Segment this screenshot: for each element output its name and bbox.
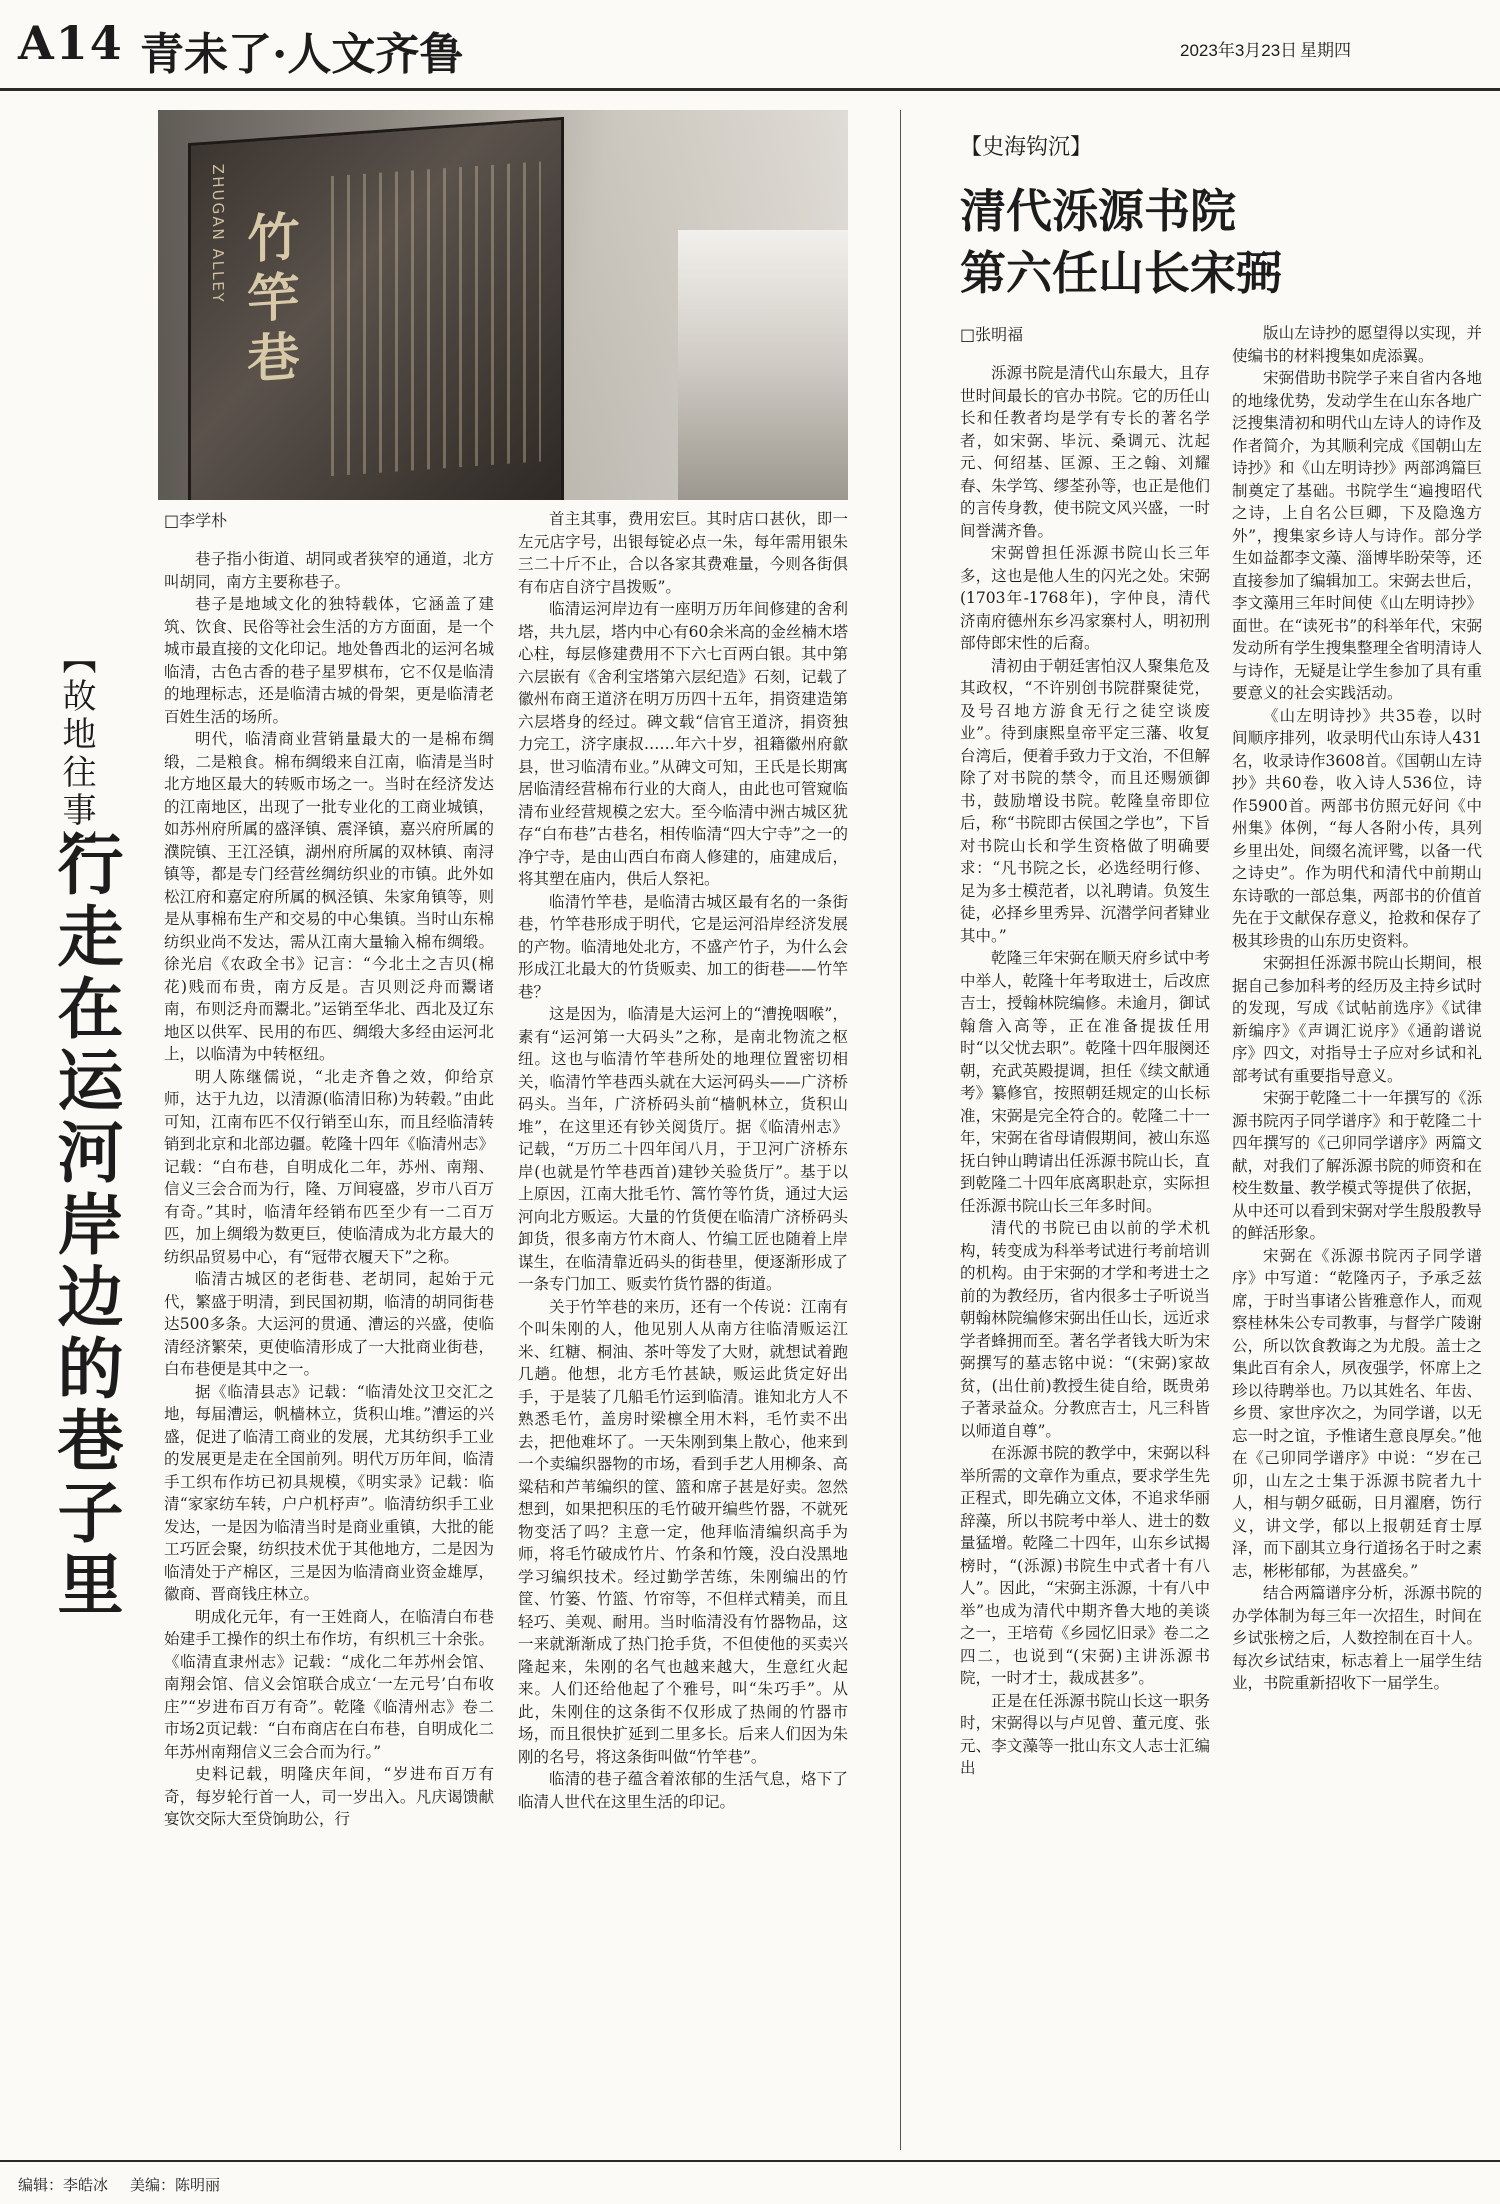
paragraph: 临清古城区的老街巷、老胡同，起始于元代，繁盛于明清，到民国初期，临清的胡同街巷达500多条。大运河的贯通、漕运的兴盛，使临清经济繁荣，更使临清形成了一大批商业街巷，白布巷便是其中之一。 xyxy=(164,1270,494,1378)
paragraph: 泺源书院是清代山东最大，且存世时间最长的官办书院。它的历任山长和任教者均是学有专长的著名学者，如宋弼、毕沅、桑调元、沈起元、何绍基、匡源、王之翰、刘耀春、朱学笃、缪荃孙等，也正是他们的言传身教，使书院文风兴盛，一时间誉满齐鲁。 xyxy=(960,364,1210,540)
paragraph: 宋弼于乾隆二十一年撰写的《泺源书院丙子同学谱序》和于乾隆二十四年撰写的《己卯同学谱序》两篇文献，对我们了解泺源书院的师资和在校生数量、教学模式等提供了依据，从中还可以看到宋弼对学生殷殷教导的鲜活形象。 xyxy=(1232,1089,1482,1242)
paragraph: 这是因为，临清是大运河上的“漕挽咽喉”，素有“运河第一大码头”之称，是南北物流之枢纽。这也与临清竹竿巷所处的地理位置密切相关，临清竹竿巷西头就在大运河码头——广济桥码头。当年，广济桥码头前“樯帆林立，货积山堆”，在这里还有钞关阅货厅。据《临清州志》记载，“万历二十四年闰八月，于卫河广济桥东岸(也就是竹竿巷西首)建钞关验货厅”。基于以上原因，江南大批毛竹、篙竹等竹货，通过大运河向北方贩运。大量的竹货便在临清广济桥码头卸货，很多南方竹木商人、竹编工匠也随着上岸谋生，在临清靠近码头的街巷里，便逐渐形成了一条专门加工、贩卖竹货竹器的街道。 xyxy=(518,1005,848,1293)
paragraph: 宋弼借助书院学子来自省内各地的地缘优势，发动学生在山东各地广泛搜集清初和明代山左诗人的诗作及作者简介，为其顺利完成《国朝山左诗抄》和《山左明诗抄》两部鸿篇巨制奠定了基础。书院学生“遍搜昭代之诗，上自名公巨卿，下及隐逸方外”，搜集家乡诗人与诗作。部分学生如益都李文藻、淄博毕盼荣等，还直接参加了编辑加工。宋弼去世后，李文藻用三年时间使《山左明诗抄》面世。在“读死书”的科举年代，宋弼发动所有学生搜集整理全省明清诗人与诗作，无疑是让学生参加了具有重要意义的社会实践活动。 xyxy=(1232,369,1482,702)
column-divider xyxy=(900,110,901,2150)
right-article-col1 xyxy=(960,362,1210,2148)
plaque-text-lines xyxy=(331,161,541,476)
right-article-col2 xyxy=(1232,322,1482,2148)
right-headline xyxy=(960,180,1282,304)
left-byline: □李学朴 xyxy=(164,511,228,530)
section-title: 青未了·人文齐鲁 xyxy=(140,29,464,80)
editor-credit: 编辑：李皓冰 xyxy=(18,2177,109,2194)
right-column-kicker: 【史海钩沉】 xyxy=(960,135,1093,160)
paragraph: 清初由于朝廷害怕汉人聚集危及其政权，“不许别创书院群聚徒党，及号召地方游食无行之徒空谈废业”。待到康熙皇帝平定三藩、收复台湾后，便着手致力于文治，不但解除了对书院的禁令，而且还赐颁御书，鼓励增设书院。乾隆皇帝即位后，称“书院即古侯国之学也”，下旨对书院山长和学生资格做了明确要求：“凡书院之长，必选经明行修、足为多士模范者，以礼聘请。负笈生徒，必择乡里秀异、沉潜学问者肄业其中。” xyxy=(960,656,1210,945)
paragraph: 宋弼在《泺源书院丙子同学谱序》中写道：“乾隆丙子，予承乏兹席，于时当事诸公皆雅意作人，而观察桂林朱公专司教事，与督学广陵谢公，所以饮食教诲之为尤殷。盖士之集此百有余人，夙夜强学，怀席上之珍以待聘举也。乃以其姓名、年齿、乡贯、家世序次之，为同学谱，以无忘一时之谊，予惟诸生意良厚矣。”他在《己卯同学谱序》中说：“岁在己卯，山左之士集于泺源书院者九十人，相与朝夕砥砺，日月濯磨，饬行义，讲文学，郁以上报朝廷育士厚泽，而下副其立身行道扬名于时之素志，彬彬郁郁，为甚盛矣。” xyxy=(1232,1246,1482,1580)
issue-date: 2023年3月23日 xyxy=(1180,41,1298,60)
paragraph: 乾隆三年宋弼在顺天府乡试中考中举人，乾隆十年考取进士，后改庶吉士，授翰林院编修。未逾月，御试翰詹入高等，正在准备提拔任用时“以父忧去职”。乾隆十四年服阕还朝，充武英殿提调，担任《续文献通考》纂修官，按照朝廷规定的山长标准，宋弼是完全符合的。乾隆二十一年，宋弼在省母请假期间，被山东巡抚白钟山聘请出任泺源书院山长，直到乾隆二十四年底离职赴京，实际担任泺源书院山长三年多时间。 xyxy=(960,949,1210,1215)
plaque-title: 竹竿巷 xyxy=(238,208,299,393)
paragraph: 临清运河岸边有一座明万历年间修建的舍利塔，共九层，塔内中心有60余米高的金丝楠木塔心柱，每层修建费用不下六七百两白银。其中第六层嵌有《舍利宝塔第六层纪造》石刻，记载了徽州布商王道济在明万历四十五年，捐资建造第六层塔身的经过。碑文载“信官王道济，捐资独力完工，济字康叔……年六十岁，祖籍徽州府歙县，世习临清布业。”从碑文可知，王氏是长期寓居临清经营棉布行业的大商人，由此也可管窥临清布业经营规模之宏大。至今临清中洲古城区犹存“白布巷”古巷名，相传临清“四大宁寺”之一的净宁寺，是由山西白布商人修建的，庙建成后，将其塑在庙内，供后人祭祀。 xyxy=(518,600,848,888)
paragraph: 结合两篇谱序分析，泺源书院的办学体制为每三年一次招生，时间在乡试张榜之后，人数控制在百十人。每次乡试结束，标志着上一届学生结业，书院重新招收下一届学生。 xyxy=(1232,1584,1482,1692)
paragraph: 清代的书院已由以前的学术机构，转变成为科举考试进行考前培训的机构。由于宋弼的才学和考进士之前的为教经历，省内很多士子听说当朝翰林院编修宋弼出任山长，远近求学者蜂拥而至。著名学者钱大昕为宋弼撰写的墓志铭中说：“(宋弼)家故贫，(出仕前)教授生徒自给，既贵弟子著录益众。分教庶吉士，凡三科皆以师道自尊”。 xyxy=(960,1219,1210,1440)
paragraph: 宋弼曾担任泺源书院山长三年多，这也是他人生的闪光之处。宋弼(1703年-1768年)，字仲良，清代济南府德州东乡冯家寨村人，明初刑部侍郎宋性的后裔。 xyxy=(960,544,1210,652)
paragraph: 在泺源书院的教学中，宋弼以科举所需的文章作为重点，要求学生先正程式，即先确立文体，不追求华丽辞藻，所以书院考中举人、进士的数量猛增。乾隆二十四年，山东乡试揭榜时，“(泺源)书院生中式者十有八人”。因此，“宋弼主泺源，十有八中举”也成为清代中期齐鲁大地的美谈之一，王培荀《乡园忆旧录》卷二之四二，也说到“(宋弼)主讲泺源书院，一时才士，裁成甚多”。 xyxy=(960,1444,1210,1687)
page-number: A14 xyxy=(18,16,124,70)
paragraph: 《山左明诗抄》共35卷，以时间顺序排列，收录明代山东诗人431名，收录诗作3608首。《国朝山左诗抄》共60卷，收入诗人536位，诗作5900首。两部书仿照元好问《中州集》体例，“每人各附小传，具列乡里出处，间缀名流评骘，以备一代之诗史”。作为明代和清代中前期山东诗歌的一部总集，两部书的价值首先在于文献保存意义，抢救和保存了极其珍贵的山东历史资料。 xyxy=(1232,706,1482,950)
paragraph: 关于竹竿巷的来历，还有一个传说：江南有个叫朱刚的人，他见别人从南方往临清贩运江米、红糖、桐油、茶叶等发了大财，就想试着跑几趟。他想，北方毛竹甚缺，贩运此货定好出手，于是装了几船毛竹运到临清。谁知北方人不熟悉毛竹，盖房时梁檩全用木料，毛竹卖不出去，把他难坏了。一天朱刚到集上散心，他来到一个卖编织器物的市场，看到手艺人用柳条、高粱秸和芦苇编织的筐、篮和席子甚是好卖。忽然想到，如果把积压的毛竹破开编些竹器，不就死物变活了吗？主意一定，他拜临清编织高手为师，将毛竹破成竹片、竹条和竹篾，没白没黑地学习编织技术。经过勤学苦练，朱刚编出的竹筐、竹篓、竹篮、竹帘等，不但样式精美，而且轻巧、美观、耐用。当时临清没有竹器物品，这一来就渐渐成了热门抢手货，不但使他的买卖兴隆起来，朱刚的名气也越来越大，生意红火起来。人们还给他起了个雅号，叫“朱巧手”。从此，朱刚住的这条街不仅形成了热闹的竹器市场，而且很快扩延到二里多长。后来人们因为朱刚的名号，将这条街叫做“竹竿巷”。 xyxy=(518,1297,848,1766)
plaque-english: ZHUGAN ALLEY xyxy=(209,163,227,305)
paragraph: 版山左诗抄的愿望得以实现，并使编书的材料搜集如虎添翼。 xyxy=(1232,324,1482,365)
paragraph: 临清竹竿巷，是临清古城区最有名的一条街巷，竹竿巷形成于明代，它是运河沿岸经济发展的产物。临清地处北方，不盛产竹子，为什么会形成江北最大的竹货贩卖、加工的街巷——竹竿巷？ xyxy=(518,892,848,1001)
designer-credit: 美编：陈明丽 xyxy=(130,2177,221,2194)
paragraph: 临清的巷子蕴含着浓郁的生活气息，烙下了临清人世代在这里生活的印记。 xyxy=(518,1770,848,1811)
left-headline: 行走在运河岸边的巷子里 xyxy=(46,830,124,1622)
right-byline: □张明福 xyxy=(960,325,1024,344)
page-footer xyxy=(0,2160,1500,2204)
left-article-col1 xyxy=(164,548,494,2148)
right-headline-line2: 第六任山长宋弼 xyxy=(960,246,1282,300)
paragraph: 史料记载，明隆庆年间，“岁进布百万有奇，每岁轮行首一人，司一岁出入。凡庆谒馈献宴饮交际大至贷饷助公，行 xyxy=(164,1765,494,1828)
paragraph: 明人陈继儒说，“北走齐鲁之效，仰给京师，达于九边，以清源(临清旧称)为转毂。”由此可知，江南布匹不仅行销至山东，而且经临清转销到北京和北部边疆。乾隆十四年《临清州志》记载：“白布巷，自明成化二年，苏州、南翔、信义三会合而为行，隆、万间寝盛，岁市八百万有奇。”其时，临清年经销布匹至少有一二百万匹，加上绸缎为数更巨，使临清成为北方最大的纺织品贸易中心，有“冠带衣履天下”之称。 xyxy=(164,1067,494,1266)
paragraph: 正是在任泺源书院山长这一职务时，宋弼得以与卢见曾、董元度、张元、李文藻等一批山东文人志士汇编出 xyxy=(960,1691,1210,1777)
paragraph: 首主其事，费用宏巨。其时店口甚伙，即一左元店字号，出银每锭必点一朱，每年需用银朱三二十斤不止，合以各家其费难量，今则各街俱有布店自济宁昌拨贩”。 xyxy=(518,510,848,596)
alley-plaque xyxy=(188,117,564,500)
left-article-col2 xyxy=(518,508,848,2148)
paragraph: 宋弼担任泺源书院山长期间，根据自己参加科考的经历及主持乡试时的发现，写成《试帖前选序》《试律新编序》《声调汇说序》《通韵谱说序》四文，对指导士子应对乡试和礼部考试有重要指导意义。 xyxy=(1232,954,1482,1085)
paragraph: 据《临清县志》记载：“临清处汶卫交汇之地，每届漕运，帆樯林立，货积山堆。”漕运的兴盛，促进了临清工商业的发展，尤其纺织手工业的发展更是走在全国前列。明代万历年间，临清手工织布作坊已初具规模，《明实录》记载：临清“家家纺车转，户户机杼声”。临清纺织手工业发达，一是因为临清当时是商业重镇，大批的能工巧匠会聚，纺织技术优于其他地方，二是因为临清处于产棉区，三是因为临清商业资金雄厚，徽商、晋商钱庄林立。 xyxy=(164,1382,494,1603)
left-column-kicker: 【故地往事】 xyxy=(56,640,96,868)
issue-weekday: 星期四 xyxy=(1300,41,1351,60)
article-photo xyxy=(158,110,848,500)
photo-alley xyxy=(678,230,848,500)
paragraph: 巷子是地域文化的独特载体，它涵盖了建筑、饮食、民俗等社会生活的方方面面，是一个城市最直接的文化印记。地处鲁西北的运河名城临清，古色古香的巷子星罗棋布，它不仅是临清的地理标志，还是临清古城的骨架，更是临清老百姓生活的场所。 xyxy=(164,595,494,726)
paragraph: 巷子指小街道、胡同或者狭窄的通道，北方叫胡同，南方主要称巷子。 xyxy=(164,550,494,591)
paragraph: 明代，临清商业营销量最大的一是棉布绸缎，二是粮食。棉布绸缎来自江南，临清是当时北方地区最大的转贩市场之一。当时在经济发达的江南地区，出现了一批专业化的工商业城镇，如苏州府所属的盛泽镇、震泽镇，嘉兴府所属的濮院镇、王江泾镇，湖州府所属的双林镇、南浔镇等，都是专门经营丝绸纺织业的市镇。此外如松江府和嘉定府所属的枫泾镇、朱家角镇等，则是从事棉布生产和交易的中心集镇。当时山东棉纺织业尚不发达，需从江南大量输入棉布绸缎。徐光启《农政全书》记言：“今北土之吉贝(棉花)贱而布贵，南方反是。吉贝则泛舟而鬻诸南，布则泛舟而鬻北。”运销至华北、西北及辽东地区以供军、民用的布匹、绸缎大多经由运河北上，以临清为中转枢纽。 xyxy=(164,730,494,1063)
paragraph: 明成化元年，有一王姓商人，在临清白布巷始建手工操作的织土布作坊，有织机三十余张。《临清直隶州志》记载：“成化二年苏州会馆、南翔会馆、信义会馆联合成立‘一左元号’白布收庄”“岁进布百万有奇”。乾隆《临清州志》卷二市场2页记载：“白布商店在白布巷，自明成化二年苏州南翔信义三会合而为行。” xyxy=(164,1607,494,1761)
right-headline-line1: 清代泺源书院 xyxy=(960,184,1236,238)
page-header xyxy=(0,0,1500,91)
